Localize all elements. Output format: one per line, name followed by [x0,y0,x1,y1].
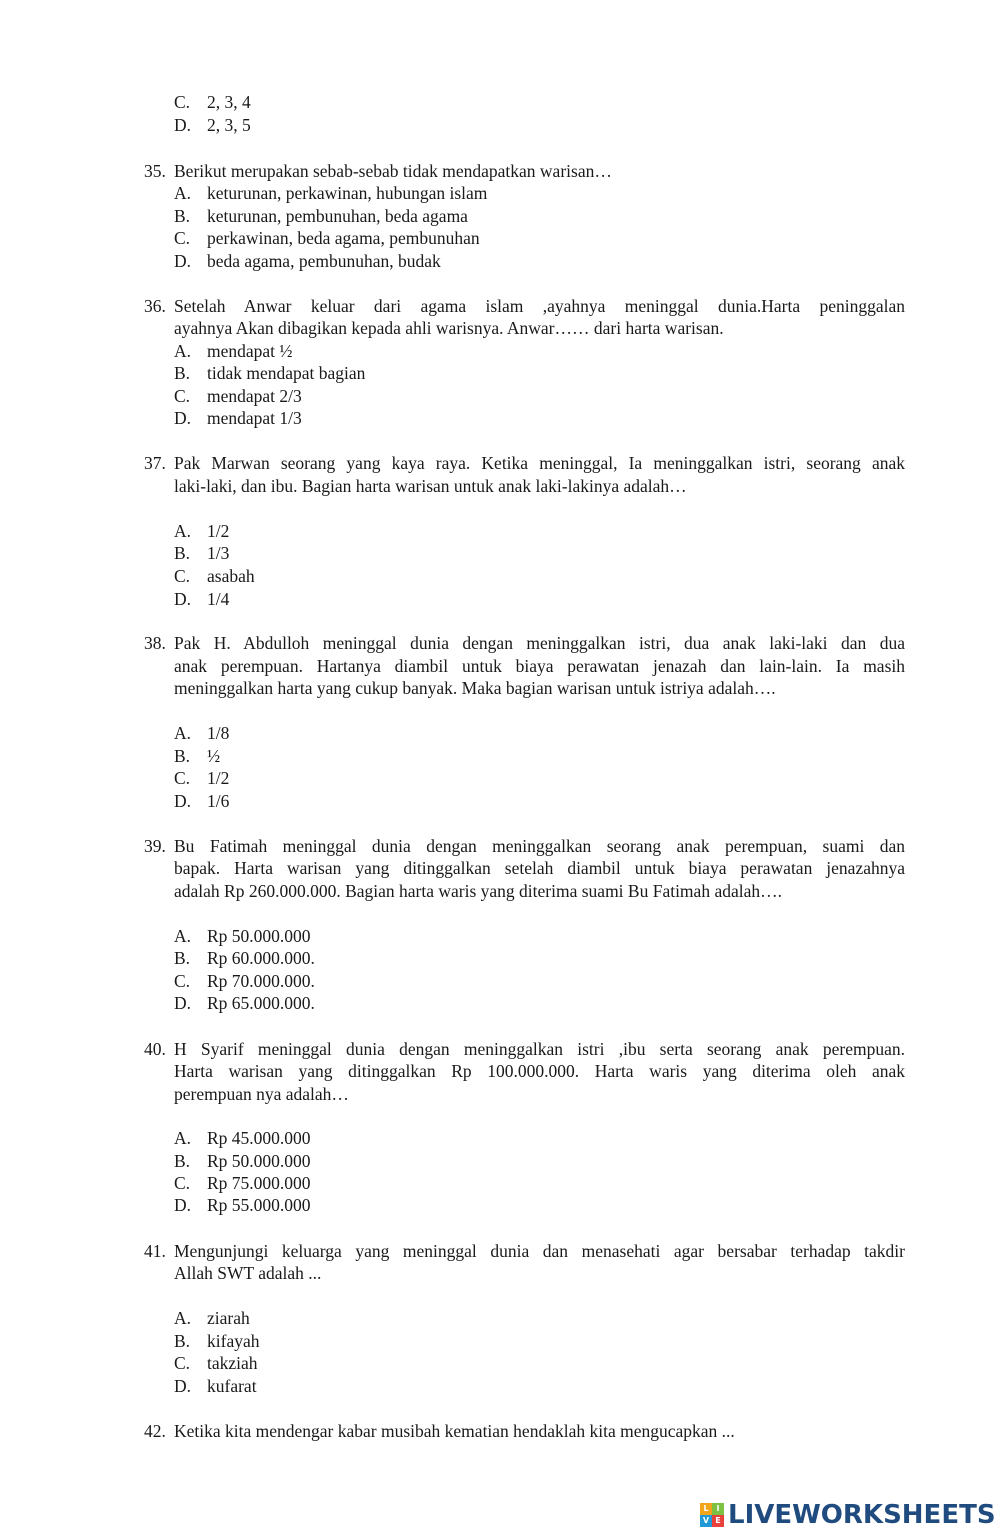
option-text: 1/3 [207,543,230,563]
option-row[interactable] [174,227,480,249]
option-row[interactable] [174,1172,311,1194]
option-text: asabah [207,566,255,586]
option-row[interactable] [174,588,229,610]
option-letter: C. [174,1353,191,1373]
option-row[interactable] [174,385,302,407]
option-row[interactable] [174,1194,311,1216]
option-text: beda agama, pembunuhan, budak [207,251,441,271]
option-row[interactable] [174,340,293,362]
question-text: Setelah Anwar keluar dari agama islam ,ayahnya meninggal dunia.Harta peninggalan [174,296,905,316]
option-letter: C. [174,768,191,788]
option-row[interactable] [174,1150,311,1172]
question-text: adalah Rp 260.000.000. Bagian harta waris yang diterima suami Bu Fatimah adalah…. [174,881,782,901]
option-text: 2, 3, 5 [207,115,251,135]
mark-tile: E [712,1515,724,1527]
question-text: Berikut merupakan sebab-sebab tidak mendapatkan warisan… [174,161,612,181]
question-text: Harta warisan yang ditinggalkan Rp 100.000.000. Harta waris yang diterima oleh anak [174,1061,905,1081]
question-text: bapak. Harta warisan yang ditinggalkan setelah diambil untuk biaya perawatan jenazahnya [174,858,905,878]
option-letter: A. [174,926,192,946]
option-row[interactable] [174,1307,250,1329]
option-text: ½ [207,746,221,766]
question-number: 39. [144,836,166,856]
option-text: kifayah [207,1331,260,1351]
option-text: 1/4 [207,589,230,609]
option-text: keturunan, perkawinan, hubungan islam [207,183,488,203]
option-letter: D. [174,791,192,811]
option-letter: D. [174,1376,192,1396]
option-letter: B. [174,1151,191,1171]
option-text: Rp 70.000.000. [207,971,315,991]
option-letter: C. [174,386,191,406]
option-text: Rp 50.000.000 [207,1151,311,1171]
option-row[interactable] [174,542,229,564]
option-text: Rp 45.000.000 [207,1128,311,1148]
option-letter: D. [174,115,192,135]
option-row[interactable] [174,790,229,812]
option-letter: A. [174,521,192,541]
question-number: 38. [144,633,166,653]
option-text: 1/8 [207,723,230,743]
option-text: Rp 55.000.000 [207,1195,311,1215]
option-letter: D. [174,1195,192,1215]
option-row[interactable] [174,565,255,587]
mark-tile: L [700,1503,712,1515]
mark-tile: I [712,1503,724,1515]
option-text: takziah [207,1353,258,1373]
option-letter: D. [174,993,192,1013]
option-row[interactable] [174,1375,257,1397]
option-letter: C. [174,1173,191,1193]
option-row[interactable] [174,182,487,204]
liveworksheets-logo[interactable] [700,1497,996,1533]
option-row[interactable] [174,767,229,789]
option-letter: B. [174,363,191,383]
option-row[interactable] [174,1352,258,1374]
option-text: 2, 3, 4 [207,92,251,112]
mark-tile: V [700,1515,712,1527]
option-row[interactable] [174,362,365,384]
question-text: meninggalkan harta yang cukup banyak. Maka bagian warisan untuk istriya adalah…. [174,678,776,698]
question-number: 40. [144,1039,166,1059]
option-letter: D. [174,589,192,609]
question-number: 36. [144,296,166,316]
option-letter: B. [174,948,191,968]
liveworksheets-mark-icon [700,1503,724,1527]
option-text: 1/2 [207,521,230,541]
option-text: Rp 50.000.000 [207,926,311,946]
option-text: mendapat ½ [207,341,293,361]
option-letter: C. [174,92,191,112]
option-letter: D. [174,408,192,428]
option-text: 1/6 [207,791,230,811]
option-row[interactable] [174,970,315,992]
option-letter: C. [174,228,191,248]
option-text: 1/2 [207,768,230,788]
option-text: perkawinan, beda agama, pembunuhan [207,228,480,248]
option-text: keturunan, pembunuhan, beda agama [207,206,468,226]
option-row[interactable] [174,114,251,136]
option-text: Rp 60.000.000. [207,948,315,968]
option-row[interactable] [174,947,315,969]
option-row[interactable] [174,925,311,947]
option-letter: B. [174,543,191,563]
option-row[interactable] [174,992,315,1014]
question-number: 42. [144,1421,166,1441]
option-row[interactable] [174,91,251,113]
question-text: Ketika kita mendengar kabar musibah kematian hendaklah kita mengucapkan ... [174,1421,735,1441]
option-text: Rp 65.000.000. [207,993,315,1013]
option-letter: C. [174,971,191,991]
option-row[interactable] [174,745,220,767]
question-text: Pak H. Abdulloh meninggal dunia dengan meninggalkan istri, dua anak laki-laki dan dua [174,633,905,653]
option-text: mendapat 2/3 [207,386,302,406]
option-letter: A. [174,341,192,361]
question-text: ayahnya Akan dibagikan kepada ahli warisnya. Anwar…… dari harta warisan. [174,318,724,338]
question-number: 37. [144,453,166,473]
question-text: Pak Marwan seorang yang kaya raya. Ketika meninggal, Ia meninggalkan istri, seorang anak [174,453,905,473]
option-row[interactable] [174,1330,259,1352]
question-text: Allah SWT adalah ... [174,1263,322,1283]
option-row[interactable] [174,1127,311,1149]
question-text: laki-laki, dan ibu. Bagian harta warisan untuk anak laki-lakinya adalah… [174,476,687,496]
option-letter: B. [174,1331,191,1351]
option-text: mendapat 1/3 [207,408,302,428]
brand-name: LIVEWORKSHEETS [728,1500,996,1530]
option-letter: A. [174,183,192,203]
option-row[interactable] [174,722,229,744]
option-letter: A. [174,723,192,743]
option-letter: B. [174,746,191,766]
question-number: 41. [144,1241,166,1261]
question-number: 35. [144,161,166,181]
option-letter: B. [174,206,191,226]
option-row[interactable] [174,520,229,542]
option-text: tidak mendapat bagian [207,363,366,383]
option-text: kufarat [207,1376,257,1396]
question-text: Bu Fatimah meninggal dunia dengan meninggalkan seorang anak perempuan, suami dan [174,836,905,856]
option-letter: D. [174,251,192,271]
option-letter: A. [174,1128,192,1148]
option-letter: A. [174,1308,192,1328]
option-letter: C. [174,566,191,586]
option-row[interactable] [174,205,468,227]
question-text: Mengunjungi keluarga yang meninggal dunia dan menasehati agar bersabar terhadap takdir [174,1241,905,1261]
option-row[interactable] [174,250,441,272]
option-text: Rp 75.000.000 [207,1173,311,1193]
option-text: ziarah [207,1308,250,1328]
question-text: H Syarif meninggal dunia dengan meninggalkan istri ,ibu serta seorang anak perempuan. [174,1039,905,1059]
question-text: perempuan nya adalah… [174,1084,349,1104]
option-row[interactable] [174,407,302,429]
question-text: anak perempuan. Hartanya diambil untuk biaya perawatan jenazah dan lain-lain. Ia masih [174,656,905,676]
